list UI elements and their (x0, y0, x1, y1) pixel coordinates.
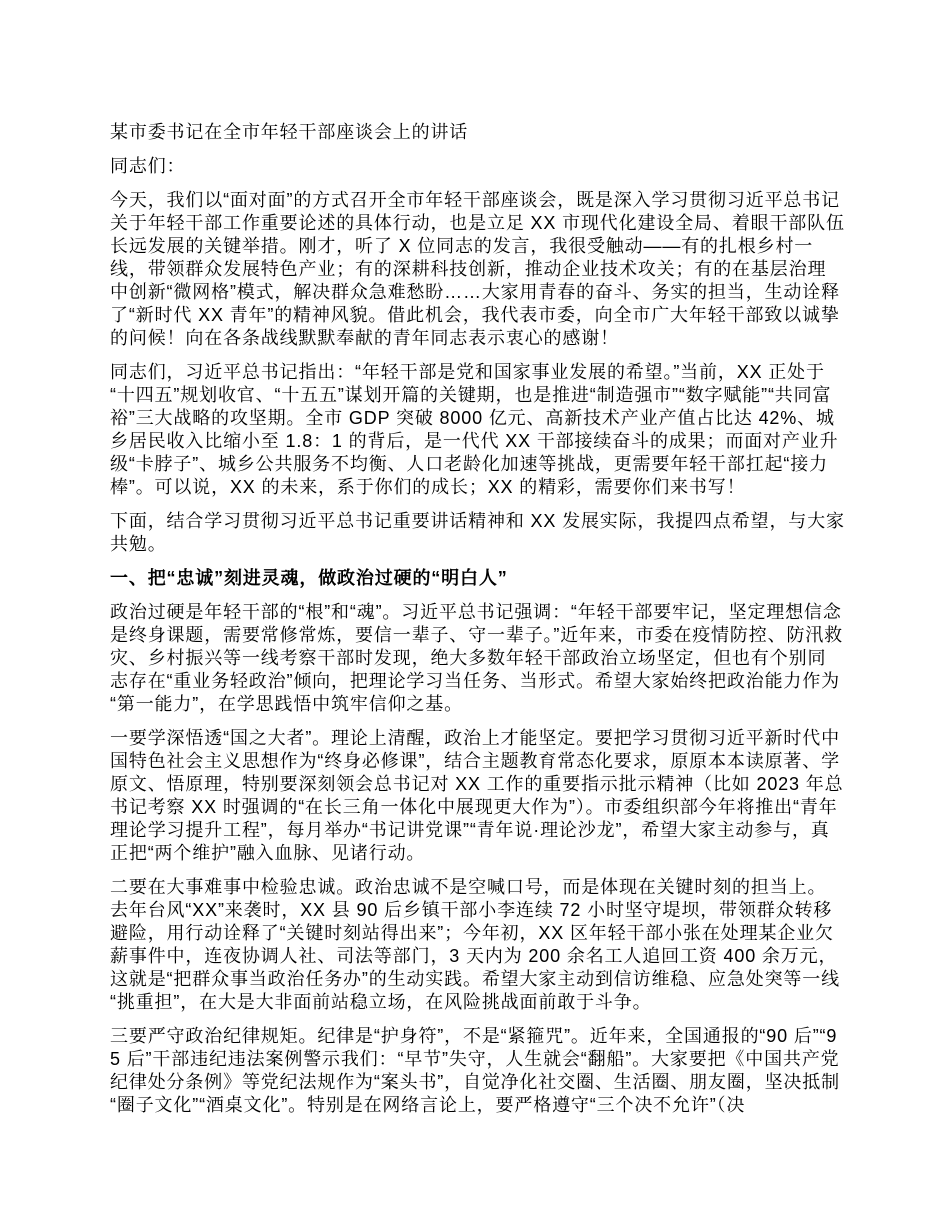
paragraph-opening: 今天，我们以“面对面”的方式召开全市年轻干部座谈会，既是深入学习贯彻习近平总书记关于年轻干部工作重要论述的具体行动，也是立足 XX 市现代化建设全局、着眼干部队伍长远发展的关键举措。刚才，听了 X 位同志的发言，我很受触动——有的扎根乡村一线，带领群众发展特色产业；有的深耕科技创新，推动企业技术攻关；有的在基层治理中创新“微网格”模式，解决群众急难愁盼……大家用青春的奋斗、务实的担当，生动诠释了“新时代 XX 青年”的精神风貌。借此机会，我代表市委，向全市广大年轻干部致以诚挚的问候！向在各条战线默默奉献的青年同志表示衷心的感谢！ (110, 190, 845, 348)
paragraph-point-two: 二要在大事难事中检验忠诚。政治忠诚不是空喊口号，而是体现在关键时刻的担当上。去年台风“XX”来袭时，XX 县 90 后乡镇干部小李连续 72 小时坚守堤坝，带领群众转移避险，用行动诠释了“关键时刻站得出来”；今年初，XX 区年轻干部小张在处理某企业欠薪事件中，连夜协调人社、司法等部门，3 天内为 200 余名工人追回工资 400 余万元，这就是“把群众事当政治任务办”的生动实践。希望大家主动到信访维稳、应急处突等一线“挑重担”，在大是大非面前站稳立场，在风险挑战面前敢于斗争。 (110, 877, 840, 1012)
paragraph-transition: 下面，结合学习贯彻习近平总书记重要讲话精神和 XX 发展实际，我提四点希望，与大家共勉。 (110, 511, 845, 554)
paragraph-political-firmness: 政治过硬是年轻干部的“根”和“魂”。习近平总书记强调：“年轻干部要牢记，坚定理想信念是终身课题，需要常修常炼，要信一辈子、守一辈子。”近年来，市委在疫情防控、防汛救灾、乡村振兴等一线考察干部时发现，绝大多数年轻干部政治立场坚定，但也有个别同志存在“重业务轻政治”倾向，把理论学习当任务、当形式。希望大家始终把政治能力作为“第一能力”，在学思践悟中筑牢信仰之基。 (110, 602, 843, 714)
section-heading-1: 一、把“忠诚”刻进灵魂，做政治过硬的“明白人” (110, 568, 508, 588)
paragraph-point-three-truncated: 三要严守政治纪律规矩。纪律是“护身符”，不是“紧箍咒”。近年来，全国通报的“90 后”“95 后”干部违纪违法案例警示我们：“早节”失守，人生就会“翻船”。大家要把《中国共产党纪律处分条例》等党纪法规作为“案头书”，自觉净化社交圈、生活圈、朋友圈，坚决抵制“圈子文化”“酒桌文化”。特别是在网络言论上，要严格遵守“三个决不允许”（决 (110, 1026, 840, 1115)
document-title: 某市委书记在全市年轻干部座谈会上的讲话 (110, 122, 469, 142)
salutation: 同志们： (110, 156, 186, 176)
paragraph-situation: 同志们，习近平总书记指出：“年轻干部是党和国家事业发展的希望。”当前，XX 正处于“十四五”规划收官、“十五五”谋划开篇的关键期，也是推进“制造强市”“数字赋能”“共同富裕”三大战略的攻坚期。全市 GDP 突破 8000 亿元、高新技术产业产值占比达 42%、城乡居民收入比缩小至 1.8：1 的背后，是一代代 XX 干部接续奋斗的成果；而面对产业升级“卡脖子”、城乡公共服务不均衡、人口老龄化加速等挑战，更需要年轻干部扛起“接力棒”。可以说，XX 的未来，系于你们的成长；XX 的精彩，需要你们来书写！ (110, 362, 839, 497)
paragraph-point-one: 一要学深悟透“国之大者”。理论上清醒，政治上才能坚定。要把学习贯彻习近平新时代中国特色社会主义思想作为“终身必修课”，结合主题教育常态化要求，原原本本读原著、学原文、悟原理，特别要深刻领会总书记对 XX 工作的重要指示批示精神（比如 2023 年总书记考察 XX 时强调的“在长三角一体化中展现更大作为”）。市委组织部今年将推出“青年理论学习提升工程”，每月举办“书记讲党课”“青年说·理论沙龙”，希望大家主动参与，真正把“两个维护”融入血脉、见诸行动。 (110, 728, 844, 863)
